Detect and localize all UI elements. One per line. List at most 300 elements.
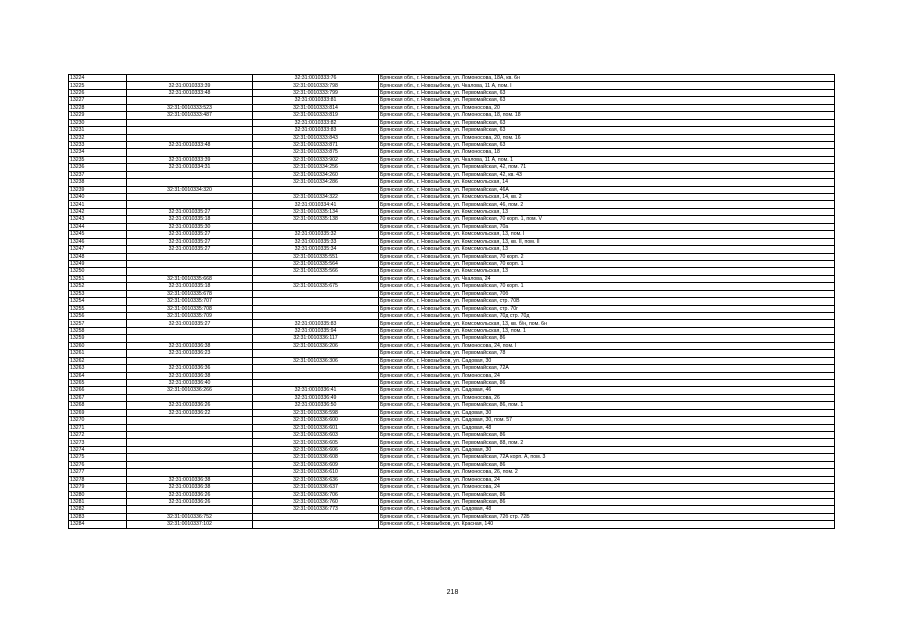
row-number-cell: 13230 xyxy=(69,119,127,126)
table-row xyxy=(69,260,835,267)
building-cadastral-number-cell: 32:31:0010336:706 xyxy=(253,491,379,498)
address-cell: Брянская обл., г. Новозыбков, ул. Первомайская, 86 xyxy=(379,491,835,498)
table-row xyxy=(69,305,835,312)
land-cadastral-number-cell: 32:31:0010336:38 xyxy=(127,476,253,483)
land-cadastral-number-cell: 32:31:0010336:266 xyxy=(127,387,253,394)
building-cadastral-number-cell: 32:31:0010334:322 xyxy=(253,194,379,201)
building-cadastral-number-cell: 32:31:0010333:76 xyxy=(253,75,379,82)
land-cadastral-number-cell: 32:31:0010336:26 xyxy=(127,498,253,505)
land-cadastral-number-cell: 32:31:0010337:102 xyxy=(127,521,253,528)
address-cell: Брянская обл., г. Новозыбков, ул. Ломоносова, 18, пом. 18 xyxy=(379,112,835,119)
building-cadastral-number-cell: 32:31:0010335:83 xyxy=(253,320,379,327)
address-cell: Брянская обл., г. Новозыбков, ул. Первомайская, 72А корп. А, пом. 3 xyxy=(379,454,835,461)
land-cadastral-number-cell: 32:31:0010335:709 xyxy=(127,313,253,320)
table-row xyxy=(69,313,835,320)
address-cell: Брянская обл., г. Новозыбков, ул. Первомайская, 46, пом. 2 xyxy=(379,201,835,208)
building-cadastral-number-cell: 32:31:0010336:41 xyxy=(253,387,379,394)
table-row xyxy=(69,439,835,446)
row-number-cell: 13275 xyxy=(69,454,127,461)
row-number-cell: 13260 xyxy=(69,342,127,349)
land-cadastral-number-cell xyxy=(127,454,253,461)
address-cell: Брянская обл., г. Новозыбков, ул. Комсомольская, 14 xyxy=(379,179,835,186)
land-cadastral-number-cell: 32:31:0010336:38 xyxy=(127,372,253,379)
building-cadastral-number-cell: 32:31:0010335:33 xyxy=(253,238,379,245)
land-cadastral-number-cell xyxy=(127,97,253,104)
address-cell: Брянская обл., г. Новозыбков, ул. Первомайская, 78 xyxy=(379,350,835,357)
address-cell: Брянская обл., г. Новозыбков, ул. Ломоносова, 26 xyxy=(379,394,835,401)
building-cadastral-number-cell: 32:31:0010336:49 xyxy=(253,394,379,401)
building-cadastral-number-cell: 32:31:0010336:600 xyxy=(253,417,379,424)
address-cell: Брянская обл., г. Новозыбков, ул. Комсомольская, 13, пом. 1 xyxy=(379,327,835,334)
land-cadastral-number-cell: 32:31:0010335:27 xyxy=(127,238,253,245)
registry-table-body xyxy=(69,75,835,529)
row-number-cell: 13231 xyxy=(69,127,127,134)
building-cadastral-number-cell: 32:31:0010335:566 xyxy=(253,268,379,275)
row-number-cell: 13233 xyxy=(69,141,127,148)
row-number-cell: 13264 xyxy=(69,372,127,379)
address-cell: Брянская обл., г. Новозыбков, ул. Первомайская, стр. 70г xyxy=(379,305,835,312)
building-cadastral-number-cell: 32:31:0010334:260 xyxy=(253,171,379,178)
address-cell: Брянская обл., г. Новозыбков, ул. Комсомольская, 13 xyxy=(379,268,835,275)
table-row xyxy=(69,484,835,491)
land-cadastral-number-cell: 32:31:0010335:668 xyxy=(127,275,253,282)
land-cadastral-number-cell: 32:31:0010335:18 xyxy=(127,216,253,223)
table-row xyxy=(69,275,835,282)
land-cadastral-number-cell xyxy=(127,461,253,468)
table-row xyxy=(69,350,835,357)
table-row xyxy=(69,521,835,528)
building-cadastral-number-cell: 32:31:0010335:34 xyxy=(253,246,379,253)
table-row xyxy=(69,417,835,424)
row-number-cell: 13236 xyxy=(69,164,127,171)
address-cell: Брянская обл., г. Новозыбков, ул. Первомайская, 70б xyxy=(379,290,835,297)
table-row xyxy=(69,141,835,148)
address-cell: Брянская обл., г. Новозыбков, ул. Чкалова, 11 А, пом. I xyxy=(379,82,835,89)
table-row xyxy=(69,171,835,178)
table-row xyxy=(69,186,835,193)
row-number-cell: 13265 xyxy=(69,379,127,386)
building-cadastral-number-cell: 32:31:0010333:871 xyxy=(253,141,379,148)
address-cell: Брянская обл., г. Новозыбков, ул. Первомайская, 70 корп. 2 xyxy=(379,253,835,260)
registry-table xyxy=(68,74,835,529)
table-row xyxy=(69,253,835,260)
building-cadastral-number-cell: 32:31:0010335:551 xyxy=(253,253,379,260)
table-row xyxy=(69,491,835,498)
building-cadastral-number-cell: 32:31:0010336:606 xyxy=(253,446,379,453)
land-cadastral-number-cell: 32:31:0010335:27 xyxy=(127,246,253,253)
row-number-cell: 13266 xyxy=(69,387,127,394)
address-cell: Брянская обл., г. Новозыбков, ул. Первомайская, 86 xyxy=(379,335,835,342)
row-number-cell: 13229 xyxy=(69,112,127,119)
building-cadastral-number-cell: 32:31:0010334:41 xyxy=(253,201,379,208)
land-cadastral-number-cell: 32:31:0010336:26 xyxy=(127,491,253,498)
table-row xyxy=(69,75,835,82)
address-cell: Брянская обл., г. Новозыбков, ул. Первомайская, 88, пом. 2 xyxy=(379,439,835,446)
table-row xyxy=(69,97,835,104)
building-cadastral-number-cell: 32:31:0010333:819 xyxy=(253,112,379,119)
building-cadastral-number-cell: 32:31:0010336:610 xyxy=(253,469,379,476)
building-cadastral-number-cell xyxy=(253,305,379,312)
row-number-cell: 13269 xyxy=(69,409,127,416)
row-number-cell: 13262 xyxy=(69,357,127,364)
table-row xyxy=(69,469,835,476)
land-cadastral-number-cell: 32:31:0010336:22 xyxy=(127,409,253,416)
address-cell: Брянская обл., г. Новозыбков, ул. Комсомольская, 13, кв. II, пом. II xyxy=(379,238,835,245)
address-cell: Брянская обл., г. Новозыбков, ул. Первомайская, 70 корп. 1, пом. V xyxy=(379,216,835,223)
land-cadastral-number-cell: 32:31:0010335:18 xyxy=(127,283,253,290)
row-number-cell: 13247 xyxy=(69,246,127,253)
row-number-cell: 13248 xyxy=(69,253,127,260)
table-row xyxy=(69,432,835,439)
row-number-cell: 13279 xyxy=(69,484,127,491)
row-number-cell: 13228 xyxy=(69,104,127,111)
building-cadastral-number-cell: 32:31:0010335:564 xyxy=(253,260,379,267)
table-row xyxy=(69,454,835,461)
row-number-cell: 13241 xyxy=(69,201,127,208)
land-cadastral-number-cell xyxy=(127,149,253,156)
table-row xyxy=(69,216,835,223)
land-cadastral-number-cell xyxy=(127,179,253,186)
building-cadastral-number-cell: 32:31:0010336:636 xyxy=(253,476,379,483)
row-number-cell: 13255 xyxy=(69,305,127,312)
address-cell: Брянская обл., г. Новозыбков, ул. Первомайская, 42, кв. 43 xyxy=(379,171,835,178)
row-number-cell: 13258 xyxy=(69,327,127,334)
address-cell: Брянская обл., г. Новозыбков, ул. Ломоносова, 24, пом. I xyxy=(379,342,835,349)
building-cadastral-number-cell: 32:31:0010336:773 xyxy=(253,506,379,513)
land-cadastral-number-cell xyxy=(127,253,253,260)
address-cell: Брянская обл., г. Новозыбков, ул. Первомайская, 63 xyxy=(379,119,835,126)
address-cell: Брянская обл., г. Новозыбков, ул. Первомайская, 86 xyxy=(379,461,835,468)
row-number-cell: 13277 xyxy=(69,469,127,476)
building-cadastral-number-cell: 32:31:0010335:32 xyxy=(253,231,379,238)
table-row xyxy=(69,513,835,520)
table-row xyxy=(69,506,835,513)
building-cadastral-number-cell: 32:31:0010333:902 xyxy=(253,156,379,163)
building-cadastral-number-cell xyxy=(253,298,379,305)
land-cadastral-number-cell xyxy=(127,417,253,424)
building-cadastral-number-cell: 32:31:0010335:94 xyxy=(253,327,379,334)
building-cadastral-number-cell: 32:31:0010336:598 xyxy=(253,409,379,416)
table-row xyxy=(69,223,835,230)
building-cadastral-number-cell: 32:31:0010336:206 xyxy=(253,342,379,349)
table-row xyxy=(69,246,835,253)
building-cadastral-number-cell xyxy=(253,223,379,230)
row-number-cell: 13252 xyxy=(69,283,127,290)
building-cadastral-number-cell: 32:31:0010336:117 xyxy=(253,335,379,342)
land-cadastral-number-cell xyxy=(127,446,253,453)
land-cadastral-number-cell: 32:31:0010333:39 xyxy=(127,156,253,163)
table-row xyxy=(69,461,835,468)
row-number-cell: 13271 xyxy=(69,424,127,431)
address-cell: Брянская обл., г. Новозыбков, ул. Первомайская, 72б стр. 72Б xyxy=(379,513,835,520)
address-cell: Брянская обл., г. Новозыбков, ул. Ломоносова, 20 xyxy=(379,104,835,111)
address-cell: Брянская обл., г. Новозыбков, ул. Первомайская, 46А xyxy=(379,186,835,193)
land-cadastral-number-cell: 32:31:0010336:23 xyxy=(127,350,253,357)
land-cadastral-number-cell xyxy=(127,394,253,401)
land-cadastral-number-cell xyxy=(127,357,253,364)
land-cadastral-number-cell: 32:31:0010335:27 xyxy=(127,320,253,327)
row-number-cell: 13254 xyxy=(69,298,127,305)
address-cell: Брянская обл., г. Новозыбков, ул. Комсомольская, 13, пом. I xyxy=(379,231,835,238)
table-row xyxy=(69,104,835,111)
row-number-cell: 13227 xyxy=(69,97,127,104)
table-row xyxy=(69,342,835,349)
land-cadastral-number-cell: 32:31:0010335:678 xyxy=(127,290,253,297)
row-number-cell: 13267 xyxy=(69,394,127,401)
table-row xyxy=(69,476,835,483)
address-cell: Брянская обл., г. Новозыбков, ул. Первомайская, 70 корп. 1 xyxy=(379,260,835,267)
address-cell: Брянская обл., г. Новозыбков, ул. Первомайская, стр. 70В xyxy=(379,298,835,305)
address-cell: Брянская обл., г. Новозыбков, ул. Комсомольская, 13, кв. б/н, пом. 6н xyxy=(379,320,835,327)
table-row xyxy=(69,238,835,245)
address-cell: Брянская обл., г. Новозыбков, ул. Первомайская, 86, пом. 1 xyxy=(379,402,835,409)
table-row xyxy=(69,357,835,364)
building-cadastral-number-cell xyxy=(253,350,379,357)
table-row xyxy=(69,290,835,297)
building-cadastral-number-cell: 32:31:0010336:637 xyxy=(253,484,379,491)
land-cadastral-number-cell xyxy=(127,194,253,201)
land-cadastral-number-cell xyxy=(127,75,253,82)
table-row xyxy=(69,268,835,275)
building-cadastral-number-cell xyxy=(253,290,379,297)
building-cadastral-number-cell: 32:31:0010336:609 xyxy=(253,461,379,468)
row-number-cell: 13251 xyxy=(69,275,127,282)
table-row xyxy=(69,119,835,126)
land-cadastral-number-cell: 32:31:0010335:707 xyxy=(127,298,253,305)
building-cadastral-number-cell: 32:31:0010334:256 xyxy=(253,164,379,171)
row-number-cell: 13250 xyxy=(69,268,127,275)
building-cadastral-number-cell xyxy=(253,521,379,528)
building-cadastral-number-cell: 32:31:0010336:601 xyxy=(253,424,379,431)
row-number-cell: 13270 xyxy=(69,417,127,424)
table-row xyxy=(69,394,835,401)
building-cadastral-number-cell xyxy=(253,372,379,379)
land-cadastral-number-cell: 32:31:0010335:708 xyxy=(127,305,253,312)
land-cadastral-number-cell xyxy=(127,171,253,178)
table-row xyxy=(69,89,835,96)
address-cell: Брянская обл., г. Новозыбков, ул. Первомайская, 86 xyxy=(379,379,835,386)
row-number-cell: 13259 xyxy=(69,335,127,342)
row-number-cell: 13240 xyxy=(69,194,127,201)
land-cadastral-number-cell xyxy=(127,134,253,141)
page-number: 218 xyxy=(446,589,459,596)
address-cell: Брянская обл., г. Новозыбков, ул. Ломоносова, 20, пом. 16 xyxy=(379,134,835,141)
row-number-cell: 13256 xyxy=(69,313,127,320)
building-cadastral-number-cell: 32:31:0010336:760 xyxy=(253,498,379,505)
address-cell: Брянская обл., г. Новозыбков, ул. Ломоносова, 26, пом. 2 xyxy=(379,469,835,476)
address-cell: Брянская обл., г. Новозыбков, ул. Первомайская, 86 xyxy=(379,498,835,505)
building-cadastral-number-cell: 32:31:0010336:50 xyxy=(253,402,379,409)
address-cell: Брянская обл., г. Новозыбков, ул. Чкалова, 11 А, пом. 1 xyxy=(379,156,835,163)
row-number-cell: 13268 xyxy=(69,402,127,409)
address-cell: Брянская обл., г. Новозыбков, ул. Первомайская, 70д стр. 70д xyxy=(379,313,835,320)
building-cadastral-number-cell: 32:31:0010333:799 xyxy=(253,89,379,96)
table-row xyxy=(69,82,835,89)
table-row xyxy=(69,402,835,409)
land-cadastral-number-cell: 32:31:0010333:523 xyxy=(127,104,253,111)
building-cadastral-number-cell xyxy=(253,313,379,320)
row-number-cell: 13263 xyxy=(69,365,127,372)
land-cadastral-number-cell xyxy=(127,335,253,342)
building-cadastral-number-cell: 32:31:0010333:814 xyxy=(253,104,379,111)
row-number-cell: 13282 xyxy=(69,506,127,513)
building-cadastral-number-cell: 32:31:0010335:138 xyxy=(253,216,379,223)
row-number-cell: 13246 xyxy=(69,238,127,245)
land-cadastral-number-cell: 32:31:0010335:27 xyxy=(127,231,253,238)
table-row xyxy=(69,320,835,327)
row-number-cell: 13272 xyxy=(69,432,127,439)
table-row xyxy=(69,149,835,156)
building-cadastral-number-cell: 32:31:0010333:82 xyxy=(253,119,379,126)
address-cell: Брянская обл., г. Новозыбков, ул. Первомайская, 70а xyxy=(379,223,835,230)
address-cell: Брянская обл., г. Новозыбков, ул. Комсомольская, 13 xyxy=(379,208,835,215)
row-number-cell: 13243 xyxy=(69,216,127,223)
address-cell: Брянская обл., г. Новозыбков, ул. Садовая, 30 xyxy=(379,357,835,364)
land-cadastral-number-cell xyxy=(127,327,253,334)
table-row xyxy=(69,409,835,416)
table-row xyxy=(69,379,835,386)
address-cell: Брянская обл., г. Новозыбков, ул. Ломоносова, 18А, кв. 6н xyxy=(379,75,835,82)
row-number-cell: 13249 xyxy=(69,260,127,267)
land-cadastral-number-cell: 32:31:0010336:26 xyxy=(127,402,253,409)
table-row xyxy=(69,365,835,372)
address-cell: Брянская обл., г. Новозыбков, ул. Первомайская, 72А xyxy=(379,365,835,372)
row-number-cell: 13237 xyxy=(69,171,127,178)
address-cell: Брянская обл., г. Новозыбков, ул. Ломоносова, 24 xyxy=(379,484,835,491)
land-cadastral-number-cell: 32:31:0010336:38 xyxy=(127,484,253,491)
land-cadastral-number-cell: 32:31:0010335:27 xyxy=(127,208,253,215)
address-cell: Брянская обл., г. Новозыбков, ул. Садовая, 48 xyxy=(379,506,835,513)
address-cell: Брянская обл., г. Новозыбков, ул. Садовая, 30, пом. 57 xyxy=(379,417,835,424)
address-cell: Брянская обл., г. Новозыбков, ул. Первомайская, 63 xyxy=(379,141,835,148)
table-row xyxy=(69,179,835,186)
land-cadastral-number-cell: 32:31:0010336:36 xyxy=(127,365,253,372)
building-cadastral-number-cell: 32:31:0010333:843 xyxy=(253,134,379,141)
land-cadastral-number-cell xyxy=(127,260,253,267)
row-number-cell: 13225 xyxy=(69,82,127,89)
table-row xyxy=(69,446,835,453)
land-cadastral-number-cell xyxy=(127,432,253,439)
land-cadastral-number-cell: 32:31:0010334:31 xyxy=(127,164,253,171)
building-cadastral-number-cell xyxy=(253,365,379,372)
address-cell: Брянская обл., г. Новозыбков, ул. Первомайская, 63 xyxy=(379,89,835,96)
table-row xyxy=(69,387,835,394)
row-number-cell: 13276 xyxy=(69,461,127,468)
table-row xyxy=(69,156,835,163)
address-cell: Брянская обл., г. Новозыбков, ул. Первомайская, 70 корп. 1 xyxy=(379,283,835,290)
land-cadastral-number-cell xyxy=(127,201,253,208)
address-cell: Брянская обл., г. Новозыбков, ул. Комсомольская, 14, кв. 2 xyxy=(379,194,835,201)
building-cadastral-number-cell: 32:31:0010335:134 xyxy=(253,208,379,215)
land-cadastral-number-cell xyxy=(127,469,253,476)
land-cadastral-number-cell xyxy=(127,424,253,431)
table-row xyxy=(69,283,835,290)
row-number-cell: 13283 xyxy=(69,513,127,520)
address-cell: Брянская обл., г. Новозыбков, ул. Красная, 140 xyxy=(379,521,835,528)
row-number-cell: 13280 xyxy=(69,491,127,498)
table-row xyxy=(69,424,835,431)
table-row xyxy=(69,201,835,208)
row-number-cell: 13239 xyxy=(69,186,127,193)
table-row xyxy=(69,194,835,201)
row-number-cell: 13273 xyxy=(69,439,127,446)
table-row xyxy=(69,498,835,505)
address-cell: Брянская обл., г. Новозыбков, ул. Ломоносова, 24 xyxy=(379,372,835,379)
row-number-cell: 13274 xyxy=(69,446,127,453)
building-cadastral-number-cell: 32:31:0010335:675 xyxy=(253,283,379,290)
land-cadastral-number-cell: 32:31:0010335:30 xyxy=(127,223,253,230)
land-cadastral-number-cell xyxy=(127,119,253,126)
building-cadastral-number-cell xyxy=(253,186,379,193)
building-cadastral-number-cell: 32:31:0010333:798 xyxy=(253,82,379,89)
building-cadastral-number-cell: 32:31:0010336:608 xyxy=(253,454,379,461)
land-cadastral-number-cell xyxy=(127,268,253,275)
address-cell: Брянская обл., г. Новозыбков, ул. Садовая, 48 xyxy=(379,424,835,431)
address-cell: Брянская обл., г. Новозыбков, ул. Садовая, 46 xyxy=(379,387,835,394)
row-number-cell: 13224 xyxy=(69,75,127,82)
table-row xyxy=(69,231,835,238)
row-number-cell: 13226 xyxy=(69,89,127,96)
row-number-cell: 13244 xyxy=(69,223,127,230)
table-row xyxy=(69,208,835,215)
table-row xyxy=(69,127,835,134)
building-cadastral-number-cell xyxy=(253,513,379,520)
land-cadastral-number-cell: 32:31:0010333:48 xyxy=(127,89,253,96)
address-cell: Брянская обл., г. Новозыбков, ул. Первомайская, 86 xyxy=(379,432,835,439)
address-cell: Брянская обл., г. Новозыбков, ул. Садовая, 30 xyxy=(379,446,835,453)
land-cadastral-number-cell: 32:31:0010336:40 xyxy=(127,379,253,386)
row-number-cell: 13261 xyxy=(69,350,127,357)
row-number-cell: 13242 xyxy=(69,208,127,215)
building-cadastral-number-cell: 32:31:0010336:603 xyxy=(253,432,379,439)
building-cadastral-number-cell: 32:31:0010333:81 xyxy=(253,97,379,104)
building-cadastral-number-cell: 32:31:0010333:875 xyxy=(253,149,379,156)
building-cadastral-number-cell: 32:31:0010336:605 xyxy=(253,439,379,446)
building-cadastral-number-cell: 32:31:0010334:286 xyxy=(253,179,379,186)
land-cadastral-number-cell xyxy=(127,506,253,513)
address-cell: Брянская обл., г. Новозыбков, ул. Садовая, 30 xyxy=(379,409,835,416)
land-cadastral-number-cell: 32:31:0010334:320 xyxy=(127,186,253,193)
row-number-cell: 13284 xyxy=(69,521,127,528)
table-row xyxy=(69,327,835,334)
building-cadastral-number-cell: 32:31:0010336:306 xyxy=(253,357,379,364)
land-cadastral-number-cell: 32:31:0010333:487 xyxy=(127,112,253,119)
row-number-cell: 13234 xyxy=(69,149,127,156)
table-row xyxy=(69,112,835,119)
row-number-cell: 13232 xyxy=(69,134,127,141)
building-cadastral-number-cell: 32:31:0010333:83 xyxy=(253,127,379,134)
land-cadastral-number-cell xyxy=(127,439,253,446)
land-cadastral-number-cell: 32:31:0010336:38 xyxy=(127,342,253,349)
row-number-cell: 13238 xyxy=(69,179,127,186)
row-number-cell: 13235 xyxy=(69,156,127,163)
building-cadastral-number-cell xyxy=(253,275,379,282)
address-cell: Брянская обл., г. Новозыбков, ул. Первомайская, 63 xyxy=(379,97,835,104)
building-cadastral-number-cell xyxy=(253,379,379,386)
land-cadastral-number-cell xyxy=(127,127,253,134)
table-row xyxy=(69,335,835,342)
address-cell: Брянская обл., г. Новозыбков, ул. Ломоносова, 18 xyxy=(379,149,835,156)
row-number-cell: 13253 xyxy=(69,290,127,297)
row-number-cell: 13281 xyxy=(69,498,127,505)
address-cell: Брянская обл., г. Новозыбков, ул. Первомайская, 63 xyxy=(379,127,835,134)
address-cell: Брянская обл., г. Новозыбков, ул. Комсомольская, 13 xyxy=(379,246,835,253)
address-cell: Брянская обл., г. Новозыбков, ул. Чкалова, 24 xyxy=(379,275,835,282)
address-cell: Брянская обл., г. Новозыбков, ул. Ломоносова, 24 xyxy=(379,476,835,483)
table-row xyxy=(69,298,835,305)
land-cadastral-number-cell: 32:31:0010336:752 xyxy=(127,513,253,520)
land-cadastral-number-cell: 32:31:0010333:48 xyxy=(127,141,253,148)
